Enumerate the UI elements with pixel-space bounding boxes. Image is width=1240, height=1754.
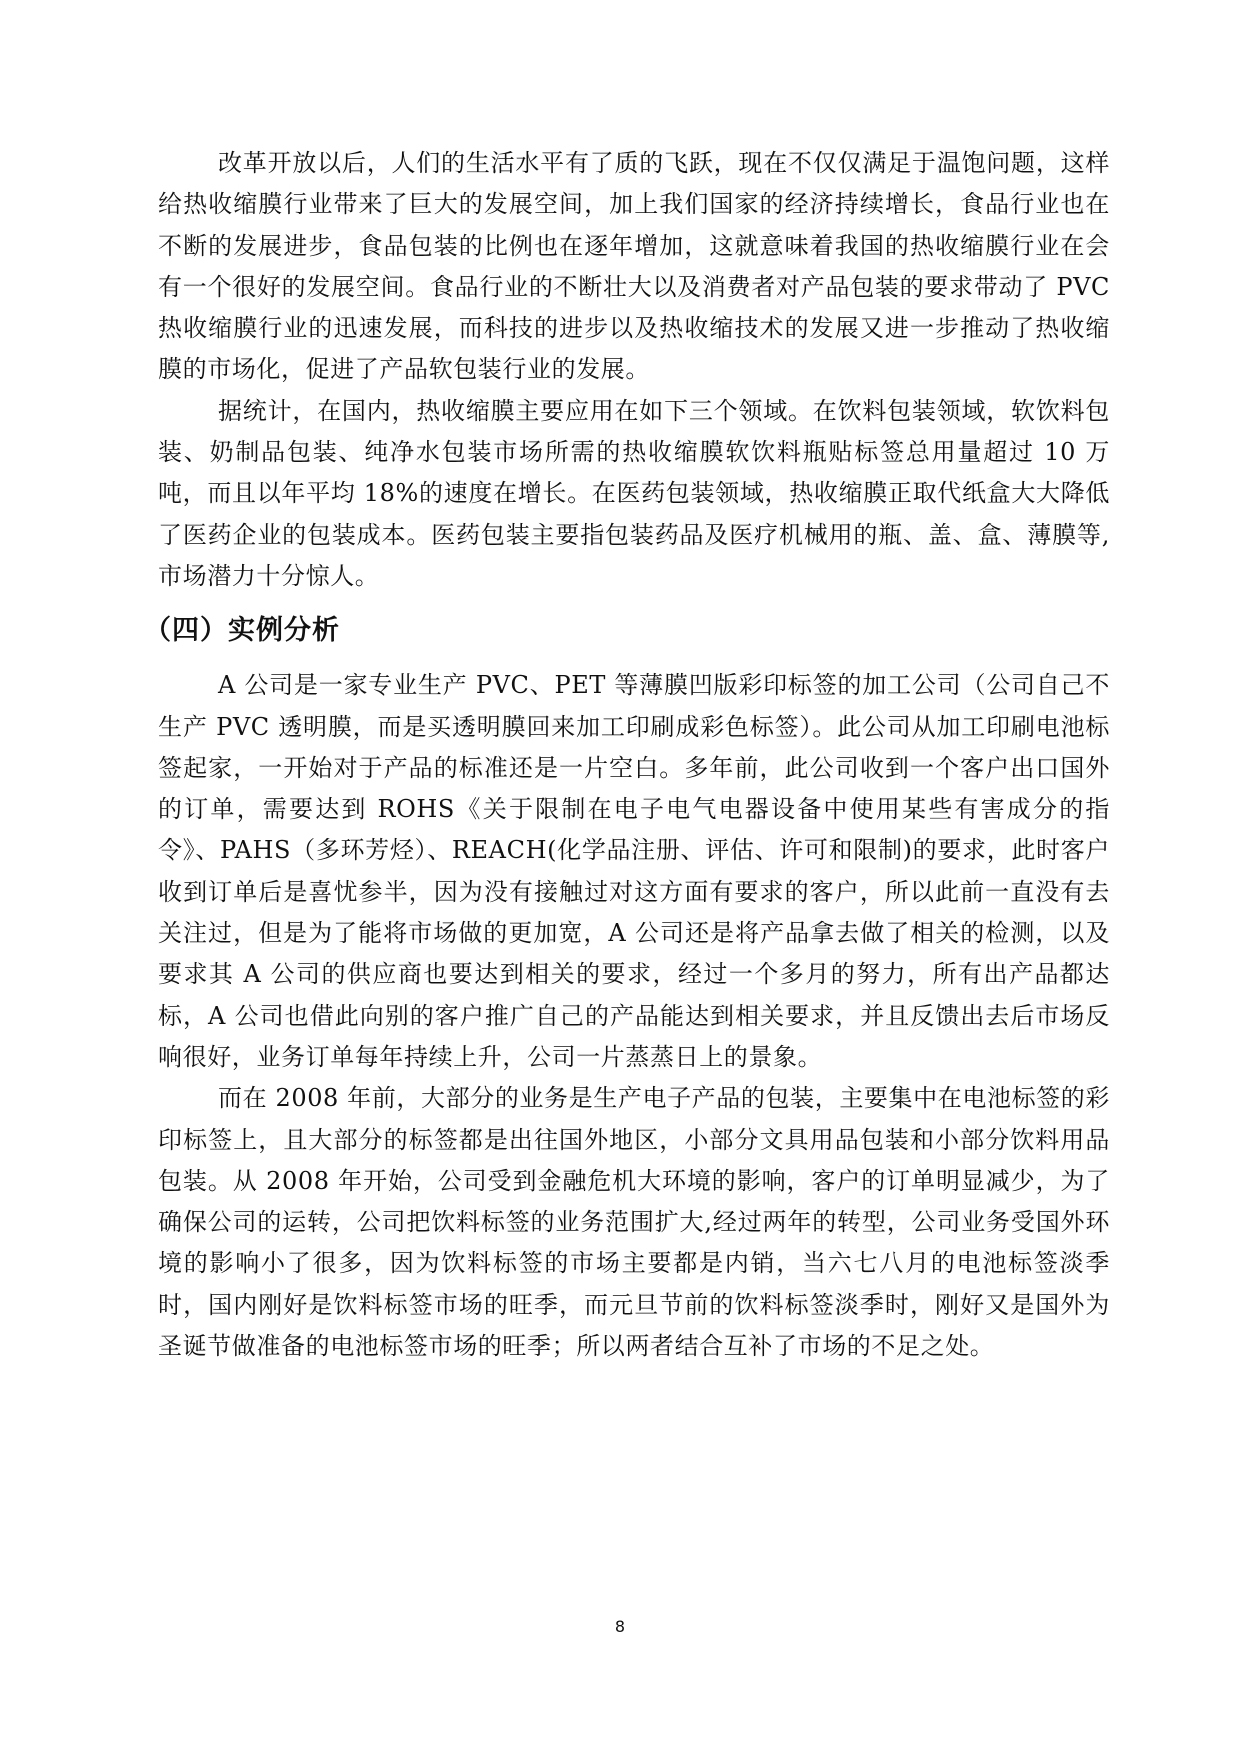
paragraph-company-a-intro: A 公司是一家专业生产 PVC、PET 等薄膜凹版彩印标签的加工公司（公司自己不生产 PVC 透明膜，而是买透明膜回来加工印刷成彩色标签）。此公司从加工印刷电池标签起家，一开始对于产品的标准还是一片空白。多年前，此公司收到一个客户出口国外的订单，需要达到 ROHS《关于限制在电子电气电器设备中使用某些有害成分的指令》、PAHS（多环芳烃）、REACH(化学品注册、评估、许可和限制)的要求，此时客户收到订单后是喜忧参半，因为没有接触过对这方面有要求的客户，所以此前一直没有去关注过，但是为了能将市场做的更加宽，A 公司还是将产品拿去做了相关的检测，以及要求其 A 公司的供应商也要达到相关的要求，经过一个多月的努力，所有出产品都达标，A 公司也借此向别的客户推广自己的产品能达到相关要求，并且反馈出去后市场反响很好，业务订单每年持续上升，公司一片蒸蒸日上的景象。 <box>158 671 1110 1071</box>
paragraph-business-transition: 而在 2008 年前，大部分的业务是生产电子产品的包装，主要集中在电池标签的彩印标签上，且大部分的标签都是出往国外地区，小部分文具用品包装和小部分饮料用品包装。从 2008 年开始，公司受到金融危机大环境的影响，客户的订单明显减少，为了确保公司的运转，公司把饮料标签的业务范围扩大,经过两年的转型，公司业务受国外环境的影响小了很多，因为饮料标签的市场主要都是内销，当六七八月的电池标签淡季时，国内刚好是饮料标签市场的旺季，而元旦节前的饮料标签淡季时，刚好又是国外为圣诞节做准备的电池标签市场的旺季；所以两者结合互补了市场的不足之处。 <box>158 1084 1110 1361</box>
section-heading: （四）实例分析 <box>144 615 340 647</box>
paragraph-market-development: 改革开放以后，人们的生活水平有了质的飞跃，现在不仅仅满足于温饱问题，这样给热收缩膜行业带来了巨大的发展空间，加上我们国家的经济持续增长，食品行业也在不断的发展进步，食品包装的比例也在逐年增加，这就意味着我国的热收缩膜行业在会有一个很好的发展空间。食品行业的不断壮大以及消费者对产品包装的要求带动了 PVC 热收缩膜行业的迅速发展，而科技的进步以及热收缩技术的发展又进一步推动了热收缩膜的市场化，促进了产品软包装行业的发展。 <box>158 149 1110 384</box>
document-page <box>144 143 1110 1367</box>
page-number: 8 <box>614 1617 626 1636</box>
paragraph-application-fields: 据统计，在国内，热收缩膜主要应用在如下三个领域。在饮料包装领域，软饮料包装、奶制品包装、纯净水包装市场所需的热收缩膜软饮料瓶贴标签总用量超过 10 万吨，而且以年平均 18%的速度在增长。在医药包装领域，热收缩膜正取代纸盒大大降低了医药企业的包装成本。医药包装主要指包装药品及医疗机械用的瓶、盖、盒、薄膜等,市场潜力十分惊人。 <box>158 396 1110 590</box>
